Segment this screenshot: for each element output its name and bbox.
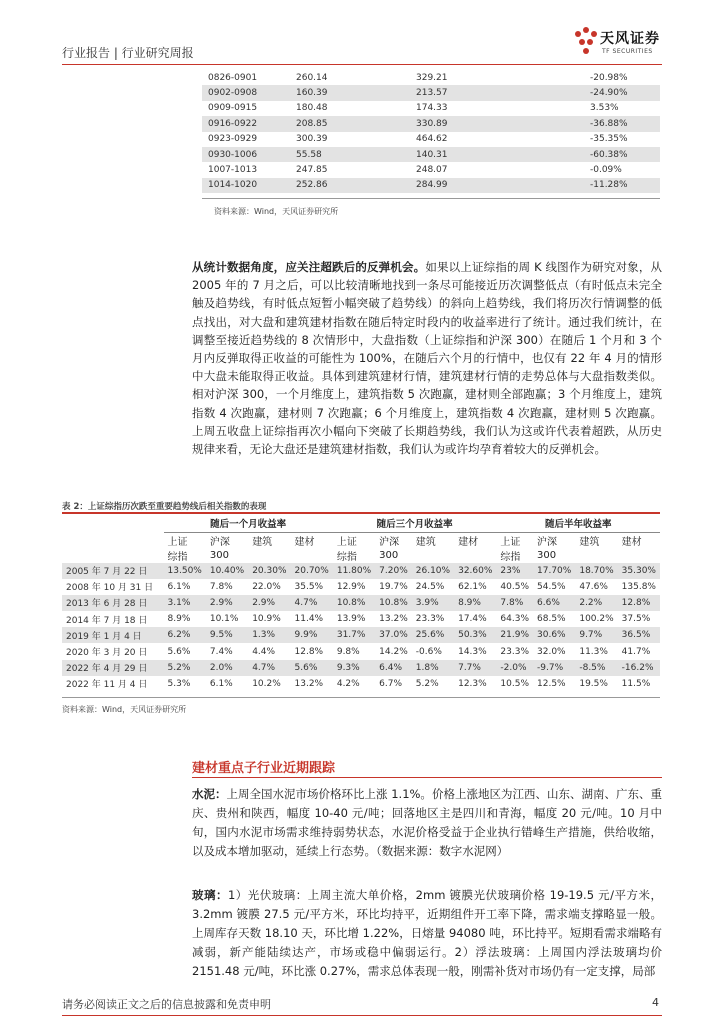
statistics-paragraph — [192, 258, 662, 458]
table-row — [62, 676, 660, 692]
sub-header — [618, 548, 660, 563]
table-cell: 31.7% — [333, 627, 375, 643]
sub-header — [412, 548, 454, 563]
table-row — [202, 162, 660, 177]
table-cell: 19.7% — [379, 581, 408, 592]
table-cell: 160.39 — [290, 85, 410, 100]
footer-disclaimer: 请务必阅读正文之后的信息披露和免责申明 — [62, 998, 271, 1011]
table-cell: 0826-0901 — [208, 72, 258, 83]
row-date: 2014 年 7 月 18 日 — [66, 615, 148, 626]
sub-header: 沪深 — [537, 536, 558, 548]
group-header: 随后半年收益率 — [496, 514, 660, 532]
table-cell: 4.7% — [248, 660, 290, 676]
table-cell: 68.5% — [537, 614, 566, 625]
table-cell: 36.5% — [618, 627, 660, 643]
table-cell: 330.89 — [410, 116, 550, 131]
table-cell: 3.1% — [164, 595, 206, 611]
section-title: 建材重点子行业近期跟踪 — [192, 761, 336, 776]
table-cell: 12.8% — [294, 646, 324, 657]
table2-bottom-rule — [62, 697, 660, 698]
glass-body: 1）光伏玻璃：上周主流大单价格，2mm 镀膜光伏玻璃价格 19-19.5 元/平方米，3.2mm 镀膜 27.5 元/平方米，环比均持平，近期组件开工率下降，需求端支撑略显一般。上周库存天数 18.10 天，环比增 1.22%，日熔量 94080 吨，环比持平。短期看需求端略有减弱，新产能陆续达产，市场或稳中偏弱运行。2）浮法玻璃：上周国内浮法玻璃均价 2151.48 元/吨，环比涨 0.27%，需求总体表现一般，刚需补货对市场仍有一定支撑，局部 — [192, 888, 663, 978]
table-cell: 40.5% — [500, 581, 530, 592]
table-cell: 10.8% — [375, 595, 412, 611]
table-cell: 64.3% — [500, 614, 530, 625]
table-cell: 208.85 — [290, 116, 410, 131]
table-cell: 13.2% — [294, 678, 324, 689]
glass-lead: 玻璃： — [192, 888, 228, 902]
glass-paragraph — [192, 886, 662, 981]
table-row — [62, 563, 660, 579]
sub-header-blank — [62, 532, 164, 548]
sub-header: 建筑 — [415, 536, 436, 548]
table-cell: 10.40% — [206, 563, 248, 579]
table-cell: 41.7% — [621, 646, 651, 657]
header-divider — [62, 64, 662, 65]
sub-header: 上证 — [167, 536, 188, 548]
sub-header — [291, 548, 333, 563]
table-row — [62, 643, 660, 659]
cement-lead: 水泥： — [192, 787, 227, 801]
table-cell: 1007-1013 — [208, 165, 258, 176]
sub-header: 建筑 — [252, 536, 273, 548]
sub-header: 建筑 — [579, 536, 600, 548]
table-cell: 5.2% — [164, 660, 206, 676]
table2-corner — [62, 514, 164, 532]
report-header-title: 行业报告 | 行业研究周报 — [62, 46, 194, 60]
weekly-data-table — [202, 70, 660, 193]
table-cell: 10.5% — [500, 678, 530, 689]
row-date: 2019 年 1 月 4 日 — [62, 627, 164, 643]
table-cell: 20.30% — [248, 563, 290, 579]
table-row — [62, 611, 660, 627]
cement-body: 上周全国水泥市场价格环比上涨 1.1%。价格上涨地区为江西、山东、湖南、广东、重庆、贵州和陕西，幅度 10-40 元/吨；回落地区主是四川和青海，幅度 20 元/吨。10 月中旬，国内水泥市场需求维持弱势状态，水泥价格受益于企业执行错峰生产措施，供给收缩，以及成本增加驱动，延续上行态势。（数据来源：数字水泥网） — [192, 787, 662, 858]
sub-header: 沪深 — [379, 536, 400, 548]
table-cell: 8.9% — [167, 614, 191, 625]
table-cell: 100.2% — [579, 614, 614, 625]
table-cell: 0930-1006 — [202, 147, 290, 162]
table-cell: 35.30% — [618, 563, 660, 579]
table-cell: 4.4% — [252, 646, 276, 657]
table-row — [62, 660, 660, 676]
table-cell: 135.8% — [621, 581, 656, 592]
table-cell: 300.39 — [296, 134, 328, 145]
table-cell: 54.5% — [537, 581, 566, 592]
table2-source: 资料来源：Wind，天风证券研究所 — [62, 705, 187, 714]
table-cell: 7.8% — [496, 595, 533, 611]
table-cell: 14.2% — [379, 646, 408, 657]
table-cell: -11.28% — [550, 178, 660, 193]
statistics-lead: 从统计数据角度，应关注超跌后的反弹机会。 — [192, 260, 426, 274]
table-cell: 6.6% — [533, 595, 575, 611]
table-cell: 23.3% — [415, 614, 445, 625]
table-cell: 464.62 — [416, 134, 448, 145]
table-cell: 0909-0915 — [208, 103, 258, 114]
sub-header: 上证 — [500, 536, 521, 548]
table-cell: 7.8% — [209, 581, 233, 592]
sub-header: 300 — [209, 549, 229, 561]
table-row — [202, 70, 660, 85]
table-cell: 7.4% — [209, 646, 233, 657]
table-cell: 10.1% — [209, 614, 239, 625]
table-cell: 12.9% — [336, 581, 366, 592]
table-cell: 11.3% — [579, 646, 608, 657]
table-cell: 14.3% — [458, 646, 487, 657]
table-row — [62, 627, 660, 643]
row-date: 2022 年 4 月 29 日 — [62, 660, 164, 676]
table-cell: 252.86 — [290, 178, 410, 193]
sub-header: 建材 — [294, 536, 315, 548]
table-cell: -20.98% — [590, 72, 628, 83]
table-cell: 20.70% — [291, 563, 333, 579]
sub-header: 综指 — [500, 551, 521, 563]
table-cell: 7.7% — [454, 660, 496, 676]
table-cell: 213.57 — [410, 85, 550, 100]
table-cell: 17.70% — [533, 563, 575, 579]
sub-header: 300 — [379, 549, 399, 561]
table-cell: 37.0% — [375, 627, 412, 643]
table-cell: 10.8% — [333, 595, 375, 611]
sub-header: 建材 — [621, 536, 642, 548]
table-cell: 3.53% — [590, 103, 619, 114]
sub-header: 上证 — [336, 536, 357, 548]
sub-header: 300 — [537, 549, 557, 561]
row-date: 2020 年 3 月 20 日 — [66, 648, 148, 659]
sub-header: 建材 — [458, 536, 479, 548]
table-cell: 26.10% — [412, 563, 454, 579]
table-cell: -0.09% — [590, 165, 622, 176]
table-cell: 329.21 — [416, 72, 448, 83]
table-cell: 2.9% — [206, 595, 248, 611]
table-cell: -35.35% — [590, 134, 628, 145]
sub-header — [248, 548, 290, 563]
table-cell: 13.2% — [379, 614, 408, 625]
sub-header-blank — [62, 548, 164, 563]
table-cell: 9.9% — [291, 627, 333, 643]
table-cell: 24.5% — [415, 581, 445, 592]
table-row — [202, 101, 660, 116]
table-cell: 5.2% — [415, 678, 439, 689]
table-cell: 1.8% — [412, 660, 454, 676]
section-underline — [192, 777, 662, 778]
table-cell: 248.07 — [416, 165, 448, 176]
table-row — [62, 579, 660, 595]
table-cell: 284.99 — [410, 178, 550, 193]
table-row — [202, 178, 660, 193]
table-cell: 10.2% — [252, 678, 281, 689]
table-cell: 4.7% — [291, 595, 333, 611]
table-cell: 7.20% — [375, 563, 412, 579]
table-cell: 11.80% — [333, 563, 375, 579]
table-cell: 6.4% — [375, 660, 412, 676]
table-cell: 6.1% — [167, 581, 191, 592]
table-row — [202, 116, 660, 131]
table-cell: 180.48 — [296, 103, 328, 114]
table-cell: 12.5% — [537, 678, 566, 689]
table-cell: 35.5% — [294, 581, 324, 592]
table-cell: -0.6% — [415, 646, 442, 657]
table-cell: -36.88% — [550, 116, 660, 131]
table-cell: 0916-0922 — [202, 116, 290, 131]
table-cell: 6.1% — [209, 678, 233, 689]
table1-bottom-rule — [202, 198, 660, 199]
row-date: 2022 年 11 月 4 日 — [66, 680, 148, 691]
logo-subtext: TF SECURITIES — [602, 48, 653, 55]
table-cell: 32.0% — [537, 646, 566, 657]
table-cell: 6.2% — [164, 627, 206, 643]
statistics-body: 如果以上证综指的周 K 线图作为研究对象，从 2005 年的 7 月之后，可以比较清晰地找到一条尽可能接近历次调整低点（有时低点未完全触及趋势线，有时低点短暂小幅突破了趋势线）的斜向上趋势线，我们将历次行情调整的低点找出，对大盘和建筑建材指数在随后特定时段内的收益率进行了统计。通过我们统计，在调整至接近趋势线的 8 次情形中，大盘指数（上证综指和沪深 300）在随后 1 个月和 3 个月内反弹取得正收益的可能性为 100%，在随后六个月的行情中，也仅有 22 年 4 月的情形中大盘未能取得正收益。具体到建筑建材行情，建筑建材行情的走势总体与大盘指数类似。相对沪深 300，一个月维度上，建筑指数 5 次跑赢，建材则全部跑赢；3 个月维度上，建筑指数 4 次跑赢，建材则 7 次跑赢；6 个月维度上，建筑指数 4 次跑赢，建材则 5 次跑赢。上周五收盘上证综指再次小幅向下突破了长期趋势线，我们认为这或许代表着超跌，从历史规律来看，无论大盘还是建筑建材指数，我们认为或许均孕育着较大的反弹机会。 — [192, 260, 662, 457]
table2-title: 表 2：上证综指历次跌至重要趋势线后相关指数的表现 — [62, 502, 267, 512]
table-cell: 0902-0908 — [202, 85, 290, 100]
table-cell: 19.5% — [579, 678, 608, 689]
logo-text: 天风证券 — [600, 31, 660, 47]
table-cell: 2.9% — [248, 595, 290, 611]
sub-header: 综指 — [167, 551, 188, 563]
footer-divider — [62, 1015, 662, 1016]
table-cell: 12.3% — [458, 678, 487, 689]
table-cell: -2.0% — [496, 660, 533, 676]
table-cell: 13.9% — [336, 614, 366, 625]
table-cell: 8.9% — [454, 595, 496, 611]
table-cell: 25.6% — [412, 627, 454, 643]
table-cell: 9.5% — [206, 627, 248, 643]
row-date: 2005 年 7 月 22 日 — [62, 563, 164, 579]
table-cell: -16.2% — [618, 660, 660, 676]
sub-header: 综指 — [336, 551, 357, 563]
table1-source: 资料来源：Wind，天风证券研究所 — [214, 207, 339, 216]
table-cell: -9.7% — [533, 660, 575, 676]
table-cell: -24.90% — [550, 85, 660, 100]
cement-paragraph — [192, 785, 662, 861]
table-row — [202, 85, 660, 100]
sub-header — [575, 548, 617, 563]
table-cell: 47.6% — [579, 581, 608, 592]
table-row — [202, 132, 660, 147]
table-cell: 5.6% — [167, 646, 191, 657]
table-cell: 50.3% — [454, 627, 496, 643]
table-cell: 4.2% — [336, 678, 360, 689]
table-cell: 37.5% — [621, 614, 651, 625]
table-row — [62, 595, 660, 611]
group-header: 随后一个月收益率 — [164, 514, 333, 532]
table-cell: 174.33 — [416, 103, 448, 114]
table-cell: -8.5% — [575, 660, 617, 676]
table-cell: 3.9% — [412, 595, 454, 611]
table-cell: 5.3% — [167, 678, 191, 689]
table-cell: 9.7% — [575, 627, 617, 643]
table-cell: 140.31 — [410, 147, 550, 162]
group-header: 随后三个月收益率 — [333, 514, 497, 532]
table-cell: 10.9% — [252, 614, 281, 625]
table-cell: 6.7% — [379, 678, 403, 689]
table-cell: 17.4% — [458, 614, 487, 625]
table-row — [202, 147, 660, 162]
sub-header — [454, 548, 496, 563]
table-cell: 260.14 — [296, 72, 328, 83]
table-cell: -60.38% — [550, 147, 660, 162]
table-cell: 247.85 — [296, 165, 328, 176]
table-cell: 1.3% — [248, 627, 290, 643]
page-number: 4 — [652, 996, 659, 1009]
table-cell: 30.6% — [533, 627, 575, 643]
row-date: 2013 年 6 月 28 日 — [62, 595, 164, 611]
table-cell: 23% — [496, 563, 533, 579]
table-cell: 13.50% — [164, 563, 206, 579]
table-cell: 21.9% — [496, 627, 533, 643]
table-cell: 11.4% — [294, 614, 324, 625]
table-cell: 62.1% — [458, 581, 487, 592]
table-cell: 2.0% — [206, 660, 248, 676]
table-cell: 23.3% — [500, 646, 530, 657]
table-cell: 0923-0929 — [208, 134, 258, 145]
table-cell: 55.58 — [290, 147, 410, 162]
table-cell: 32.60% — [454, 563, 496, 579]
table-cell: 5.6% — [291, 660, 333, 676]
table-cell: 9.8% — [336, 646, 360, 657]
sub-header: 沪深 — [209, 536, 230, 548]
table-cell: 1014-1020 — [202, 178, 290, 193]
table-cell: 11.5% — [621, 678, 651, 689]
table-cell: 18.70% — [575, 563, 617, 579]
table-cell: 2.2% — [575, 595, 617, 611]
rebound-returns-table — [62, 514, 660, 692]
table-cell: 9.3% — [333, 660, 375, 676]
table-cell: 12.8% — [618, 595, 660, 611]
table-cell: 22.0% — [252, 581, 281, 592]
row-date: 2008 年 10 月 31 日 — [66, 583, 154, 594]
